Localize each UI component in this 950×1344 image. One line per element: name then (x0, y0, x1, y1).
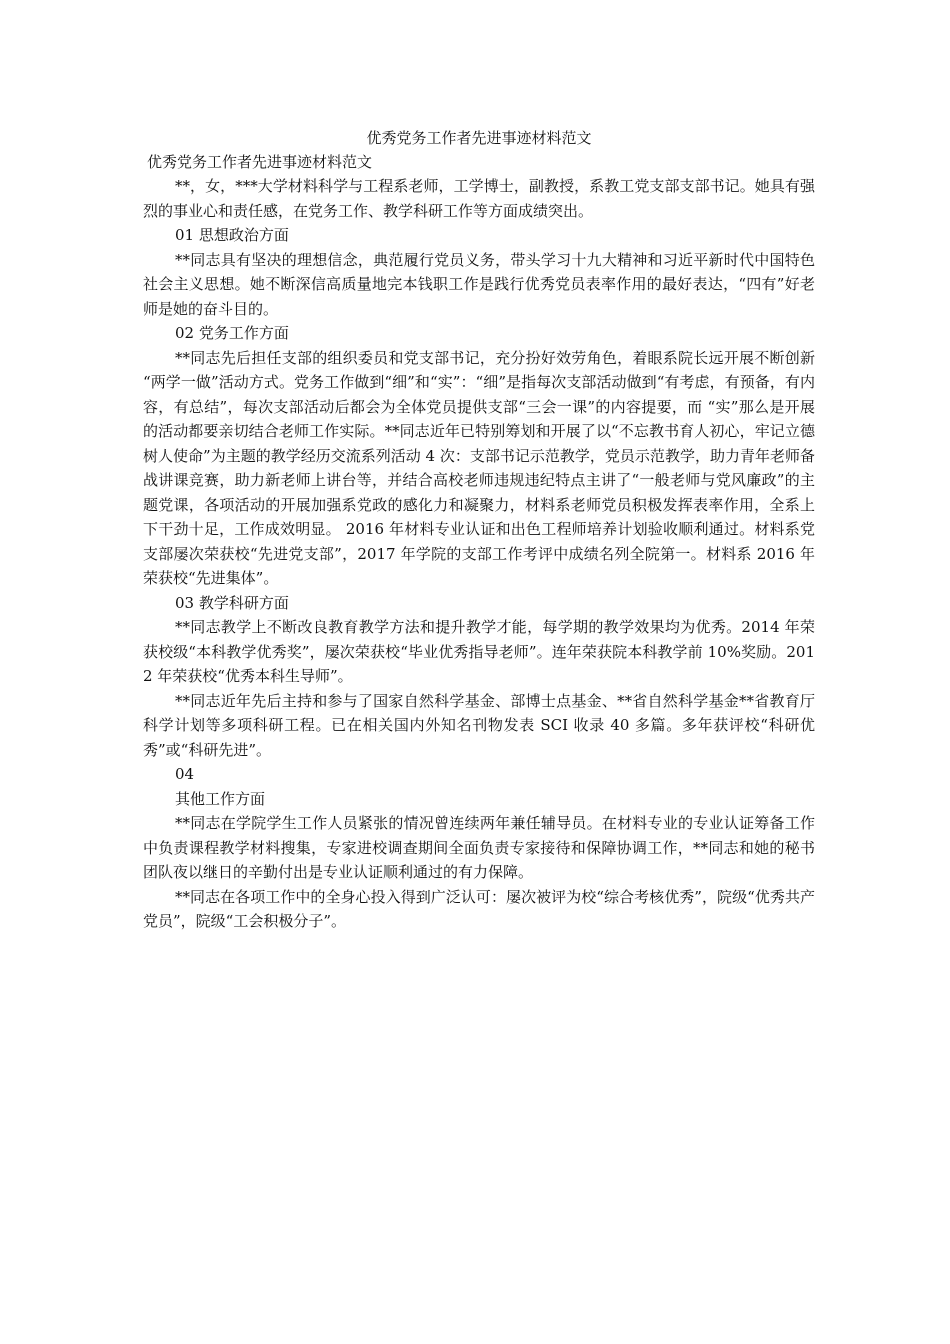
section-paragraph: **同志具有坚决的理想信念，典范履行党员义务，带头学习十九大精神和习近平新时代中国特色社会主义思想。她不断深信高质量地完本钱职工作是践行优秀党员表率作用的最好表达，“四有”好老师是她的奋斗目的。 (143, 250, 815, 318)
section-paragraph: **同志在学院学生工作人员紧张的情况曾连续两年兼任辅导员。在材料专业的专业认证筹备工作中负责课程教学材料搜集，专家进校调查期间全面负责专家接待和保障协调工作，**同志和她的秘书团队夜以继日的辛勤付出是专业认证顺利通过的有力保障。 (143, 814, 815, 881)
section-paragraph: **同志在各项工作中的全身心投入得到广泛认可：屡次被评为校“综合考核优秀”，院级“优秀共产党员”，院级“工会积极分子”。 (143, 887, 815, 930)
document-title: 优秀党务工作者先进事迹材料范文 (366, 129, 592, 147)
section-paragraph: **同志先后担任支部的组织委员和党支部书记，充分扮好效劳角色，着眼系院长远开展不断创新 “两学一做”活动方式。党务工作做到“细”和“实”：“细”是指每次支部活动做到“有考虑，有预备，有内容，有总结”，每次支部活动后都会为全体党员提供支部“三会一课”的内容提要，而 “实”那么是开展的活动都要亲切结合老师工作实际。**同志近年已特别筹划和开展了以“不忘教书育人初心，牢记立德树人使命”为主题的教学经历交流系列活动 4 次：支部书记示范教学，党员示范教学，助力青年老师备战讲课竞赛，助力新老师上讲台等，并结合高校老师违规违纪特点主讲了“一般老师与党风廉政”的主题党课，各项活动的开展加强系党政的感化力和凝聚力，材料系老师党员积极发挥表率作用，全系上下干劲十足，工作成效明显。 2016 年材料专业认证和出色工程师培养计划验收顺利通过。材料系党支部屡次荣获校“先进党支部”，2017 年学院的支部工作考评中成绩名列全院第一。材料系 2016 年荣获校“先进集体”。 (143, 348, 815, 587)
intro-paragraph: **，女，***大学材料科学与工程系老师，工学博士，副教授，系教工党支部支部书记。她具有强烈的事业心和责任感，在党务工作、教学科研工作等方面成绩突出。 (143, 177, 815, 220)
section-heading-party-work: 02 党务工作方面 (175, 324, 289, 342)
document-page (143, 126, 815, 934)
section-number-other: 04 (175, 765, 195, 783)
section-paragraph: **同志近年先后主持和参与了国家自然科学基金、部博士点基金、**省自然科学基金**省教育厅科学计划等多项科研工程。已在相关国内外知名刊物发表 SCI 收录 40 多篇。多年获评校“科研优秀”或“科研先进”。 (143, 691, 815, 759)
section-paragraph: **同志教学上不断改良教育教学方法和提升教学才能，每学期的教学效果均为优秀。2014 年荣获校级“本科教学优秀奖”，屡次荣获校“毕业优秀指导老师”。连年荣获院本科教学前 10%奖励。2012 年荣获校“优秀本科生导师”。 (143, 618, 815, 685)
section-heading-political: 01 思想政治方面 (175, 226, 289, 244)
document-subtitle: 优秀党务工作者先进事迹材料范文 (147, 153, 373, 171)
section-heading-teaching-research: 03 教学科研方面 (175, 593, 289, 612)
section-heading-other: 其他工作方面 (175, 789, 266, 808)
